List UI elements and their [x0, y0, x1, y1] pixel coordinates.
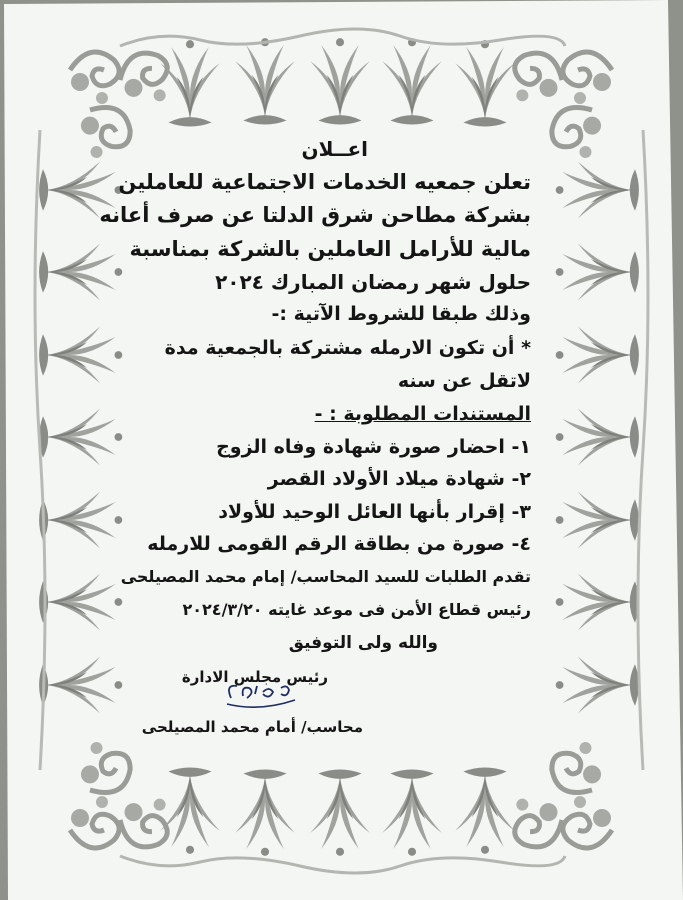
document-item-4: ٤- صورة من بطاقة الرقم القومى للارمله: [147, 533, 531, 555]
document-item-2: ٢- شهادة ميلاد الأولاد القصر: [267, 468, 531, 490]
submission-line: تقدم الطلبات للسيد المحاسب/ إمام محمد المصيلحى: [120, 567, 531, 586]
condition-1: * أن تكون الارمله مشتركة بالجمعية مدة: [164, 337, 531, 359]
condition-1-cont: لاتقل عن سنه: [397, 370, 531, 392]
handwritten-signature: [223, 678, 298, 710]
deadline-line: رئيس قطاع الأمن فى موعد غايته ٢٠٢٤/٣/٢٠: [182, 600, 531, 619]
conditions-intro: وذلك طبقا للشروط الآتية :-: [271, 303, 531, 325]
document-item-1: ١- احضار صورة شهادة وفاه الزوج: [216, 436, 531, 458]
body-line-3: مالية للأرامل العاملين بالشركة بمناسبة: [129, 237, 531, 261]
body-line-2: بشركة مطاحن شرق الدلتا عن صرف أعانه: [99, 203, 531, 227]
announcement-title: اعــلان: [301, 137, 368, 161]
body-line-4: حلول شهر رمضان المبارك ٢٠٢٤: [215, 270, 531, 294]
documents-heading: المستندات المطلوبة : -: [314, 403, 531, 425]
signatory-name: محاسب/ أمام محمد المصيلحى: [141, 718, 363, 736]
body-line-1: تعلن جمعيه الخدمات الاجتماعية للعاملين: [118, 170, 531, 194]
closing-line: والله ولى التوفيق: [288, 633, 438, 653]
document-item-3: ٣- إقرار بأنها العائل الوحيد للأولاد: [218, 501, 531, 523]
signature-title: رئيس مجلس الادارة: [181, 668, 328, 686]
